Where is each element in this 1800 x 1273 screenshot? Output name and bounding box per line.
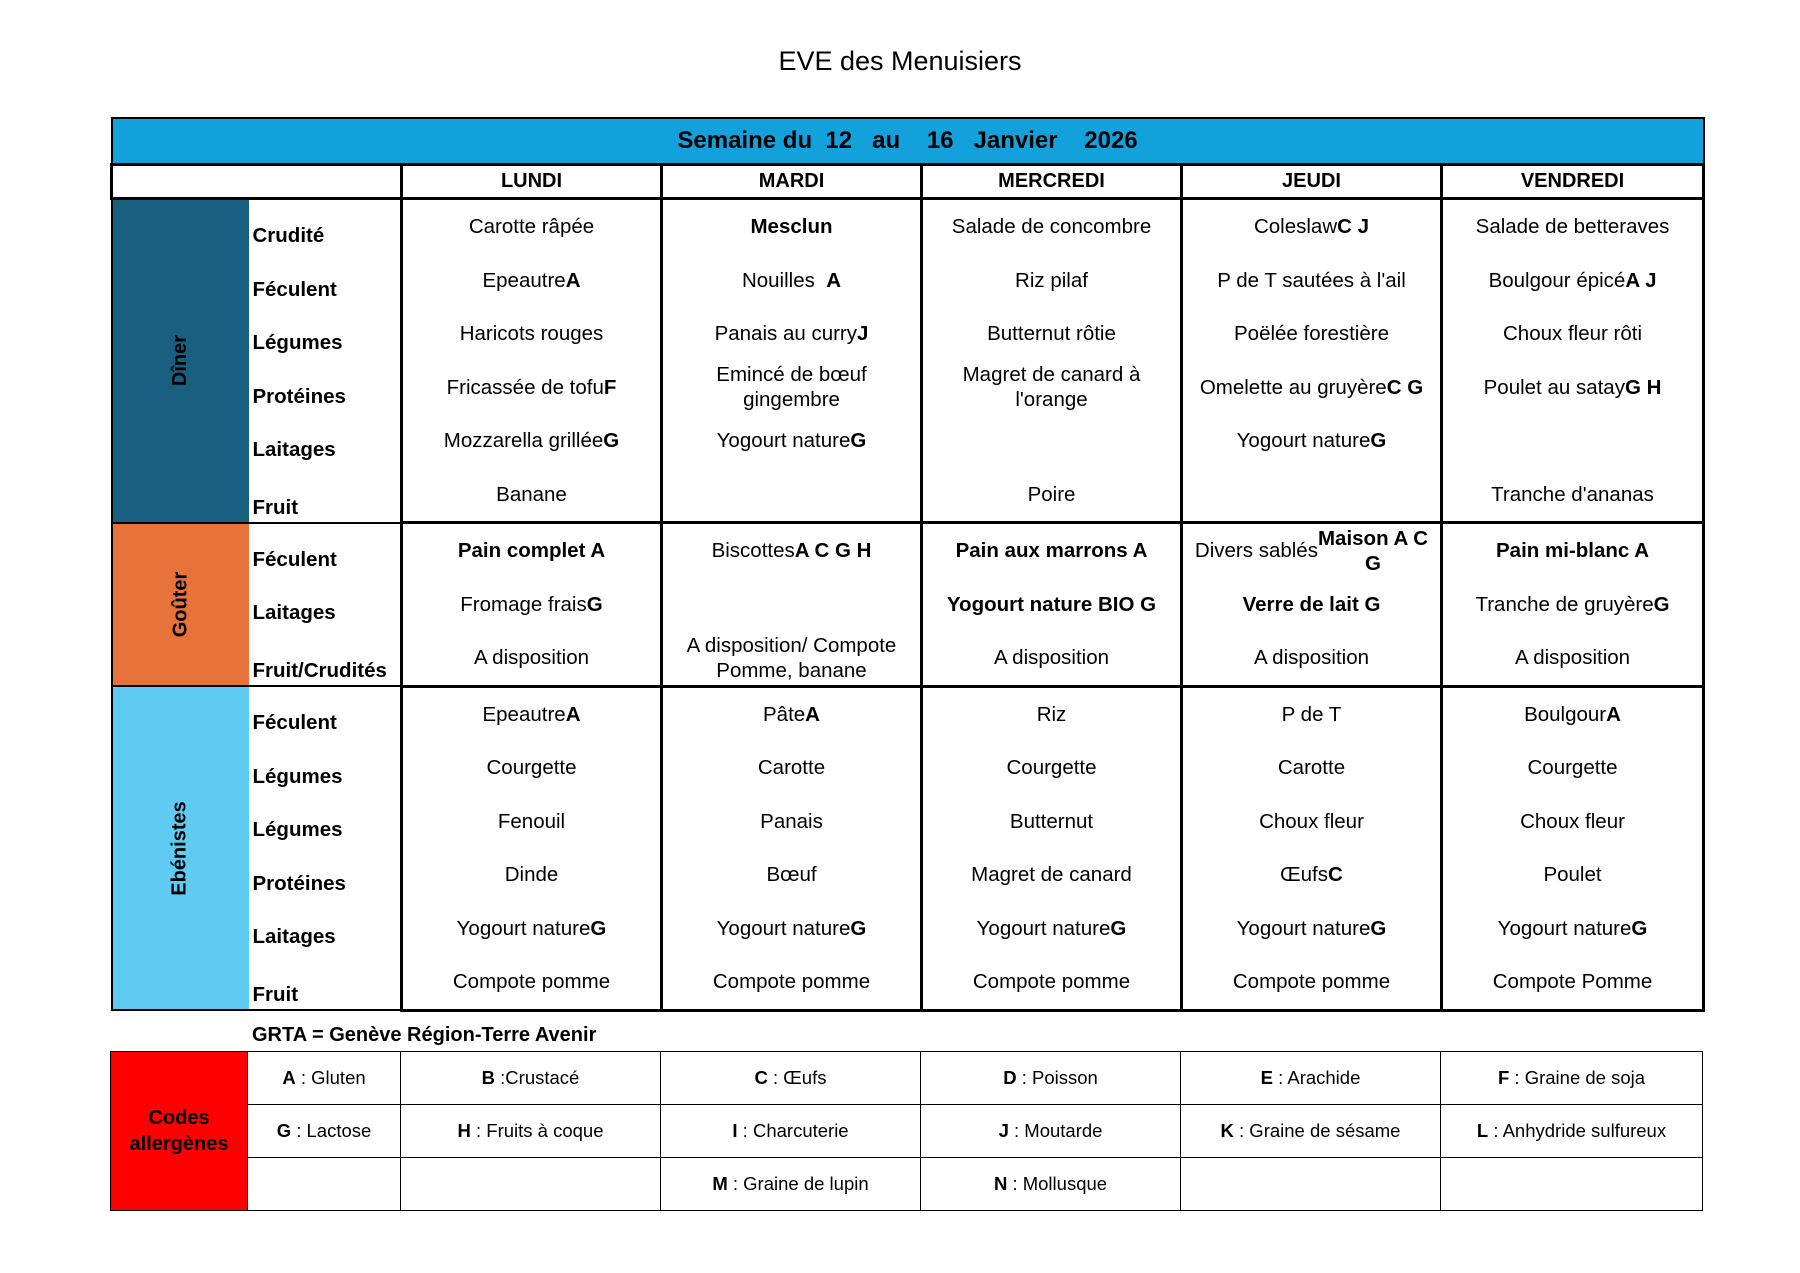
section-label — [112, 686, 249, 1010]
allergen-code: I : Charcuterie — [661, 1105, 921, 1158]
menu-item: Courgette — [1527, 756, 1618, 780]
allergen-table — [110, 1051, 1703, 1211]
allergen-row — [111, 1052, 1703, 1105]
menu-item: Yogourt nature G — [1497, 916, 1648, 940]
menu-item: Courgette — [1006, 756, 1097, 780]
category-label: Crudité — [252, 224, 325, 248]
category-label: Protéines — [252, 871, 346, 895]
allergen-code: D : Poisson — [921, 1052, 1181, 1105]
category-label: Féculent — [252, 547, 337, 571]
page-title: EVE des Menuisiers — [778, 46, 1022, 76]
menu-item: Pâte A — [763, 702, 820, 726]
day-header: VENDREDI — [1442, 165, 1704, 199]
menu-item: A disposition — [473, 646, 590, 670]
allergen-code — [1441, 1158, 1703, 1211]
menu-item: Œufs C — [1280, 863, 1343, 887]
menu-item: Choux fleur — [1520, 809, 1625, 833]
allergen-code: H : Fruits à coque — [401, 1105, 661, 1158]
section-label — [112, 199, 249, 523]
category-labels — [249, 523, 402, 687]
menu-item: Coleslaw C J — [1253, 215, 1370, 239]
category-label: Fruit/Crudités — [252, 658, 387, 682]
allergen-code: N : Mollusque — [921, 1158, 1181, 1211]
menu-item: Omelette au gruyère C G — [1199, 375, 1424, 399]
allergen-code — [401, 1158, 661, 1211]
allergen-code: E : Arachide — [1181, 1052, 1441, 1105]
category-label: Légumes — [252, 818, 343, 842]
allergen-row — [111, 1105, 1703, 1158]
menu-item: Banane — [496, 482, 567, 506]
menu-item: Pain aux marrons A — [955, 539, 1148, 563]
category-labels — [249, 686, 402, 1010]
day-menu-cell — [1442, 523, 1704, 687]
day-menu-cell — [402, 686, 662, 1010]
menu-item: Epeautre A — [482, 702, 581, 726]
day-header: MARDI — [662, 165, 922, 199]
menu-item: Compote pomme — [712, 970, 871, 994]
menu-item: Tranche de gruyère G — [1475, 592, 1670, 616]
menu-item: Choux fleur — [1259, 809, 1364, 833]
category-labels — [249, 199, 402, 523]
menu-item: Fromage frais G — [460, 592, 603, 616]
section-label — [112, 523, 249, 687]
day-menu-cell — [1442, 199, 1704, 523]
day-menu-cell — [662, 686, 922, 1010]
category-label: Laitages — [252, 601, 336, 625]
menu-table — [110, 117, 1705, 1012]
menu-item: Yogourt nature G — [976, 916, 1127, 940]
allergen-code — [1181, 1158, 1441, 1211]
day-menu-cell — [662, 199, 922, 523]
allergen-code: C : Œufs — [661, 1052, 921, 1105]
menu-item: Biscottes A C G H — [711, 539, 872, 563]
day-menu-cell — [922, 199, 1182, 523]
allergen-code: B :Crustacé — [401, 1052, 661, 1105]
allergen-code: L : Anhydride sulfureux — [1441, 1105, 1703, 1158]
menu-item: Compote pomme — [972, 970, 1131, 994]
menu-item: Salade de concombre — [951, 215, 1152, 239]
day-menu-cell — [1442, 686, 1704, 1010]
menu-item: Poulet au satay G H — [1483, 375, 1662, 399]
day-menu-cell — [402, 199, 662, 523]
day-menu-cell — [1182, 199, 1442, 523]
menu-item: Dinde — [504, 863, 559, 887]
allergen-code: M : Graine de lupin — [661, 1158, 921, 1211]
section-row — [112, 523, 1704, 687]
allergen-code: J : Moutarde — [921, 1105, 1181, 1158]
menu-item — [1183, 468, 1440, 522]
menu-item: Yogourt nature G — [716, 429, 867, 453]
menu-item: Compote Pomme — [1492, 970, 1653, 994]
category-label: Fruit — [252, 982, 299, 1006]
menu-item: Nouilles A — [741, 268, 842, 292]
allergen-row — [111, 1158, 1703, 1211]
menu-item: Compote pomme — [452, 970, 611, 994]
category-label: Légumes — [252, 331, 343, 355]
menu-item: Yogourt nature G — [716, 916, 867, 940]
day-menu-cell — [402, 523, 662, 687]
empty-header-cell — [112, 165, 402, 199]
allergen-code: K : Graine de sésame — [1181, 1105, 1441, 1158]
menu-item: Fenouil — [497, 809, 566, 833]
day-header: MERCREDI — [922, 165, 1182, 199]
day-menu-cell — [922, 523, 1182, 687]
menu-item: Choux fleur rôti — [1503, 322, 1643, 346]
category-label: Fruit — [252, 495, 299, 519]
menu-item: Yogourt nature G — [1236, 429, 1387, 453]
category-label: Laitages — [252, 438, 336, 462]
menu-item: Pain complet A — [457, 539, 606, 563]
menu-item — [1443, 414, 1702, 468]
menu-item: Panais au curry J — [714, 322, 869, 346]
menu-item: Butternut — [1009, 809, 1094, 833]
day-header: LUNDI — [402, 165, 662, 199]
grta-legend: GRTA = Genève Région-Terre Avenir — [252, 1024, 597, 1046]
category-label: Légumes — [252, 764, 343, 788]
menu-item: Poëlée forestière — [1234, 322, 1389, 346]
menu-item: Tranche d'ananas — [1491, 482, 1654, 506]
menu-item: Carotte — [757, 756, 826, 780]
menu-item: Epeautre A — [482, 268, 581, 292]
menu-item: Magret de canard — [971, 863, 1132, 887]
menu-item: Compote pomme — [1232, 970, 1391, 994]
day-menu-cell — [922, 686, 1182, 1010]
menu-item: Bœuf — [766, 863, 817, 887]
day-menu-cell — [1182, 523, 1442, 687]
day-menu-cell — [1182, 686, 1442, 1010]
day-header: JEUDI — [1182, 165, 1442, 199]
day-menu-cell — [662, 523, 922, 687]
menu-item: Pain mi-blanc A — [1496, 539, 1650, 563]
menu-item — [663, 578, 920, 632]
days-header-row — [112, 165, 1704, 199]
category-label: Féculent — [252, 277, 337, 301]
section-name: Dîner — [169, 335, 191, 387]
menu-item: Mesclun — [750, 215, 833, 239]
menu-item — [923, 414, 1180, 468]
allergen-code: F : Graine de soja — [1441, 1052, 1703, 1105]
allergen-code: G : Lactose — [248, 1105, 401, 1158]
section-name: Ebénistes — [168, 800, 191, 896]
menu-item: Emincé de bœuf gingembre — [716, 363, 867, 412]
menu-item: Boulgour épicé A J — [1488, 268, 1657, 292]
menu-item: Carotte — [1277, 756, 1346, 780]
section-row — [112, 199, 1704, 523]
week-banner: Semaine du 12 au 16 Janvier 2026 — [112, 118, 1704, 165]
menu-item: Divers sablés Maison A C G — [1194, 526, 1429, 575]
category-label: Laitages — [252, 925, 336, 949]
menu-item: P de T sautées à l'ail — [1217, 268, 1406, 292]
menu-item: A disposition — [1253, 646, 1370, 670]
menu-item: P de T — [1281, 702, 1342, 726]
menu-item: Butternut rôtie — [987, 322, 1116, 346]
allergen-code — [248, 1158, 401, 1211]
menu-item: A disposition — [993, 646, 1110, 670]
menu-item: Riz pilaf — [1015, 268, 1088, 292]
menu-item: A disposition — [1514, 646, 1631, 670]
menu-item: Yogourt nature BIO G — [946, 592, 1157, 616]
section-row — [112, 686, 1704, 1010]
category-label: Féculent — [252, 711, 337, 735]
menu-item: Fricassée de tofu F — [446, 375, 617, 399]
menu-item: A disposition/ Compote Pomme, banane — [686, 633, 897, 682]
menu-item: Poire — [1027, 482, 1076, 506]
menu-item: Courgette — [486, 756, 577, 780]
menu-item: Yogourt nature G — [1236, 916, 1387, 940]
allergen-code: A : Gluten — [248, 1052, 401, 1105]
menu-item: Panais — [760, 809, 823, 833]
menu-item — [663, 468, 920, 522]
menu-item: Salade de betteraves — [1475, 215, 1670, 239]
menu-item: Boulgour A — [1524, 702, 1621, 726]
menu-item: Mozzarella grillée G — [443, 429, 620, 453]
menu-item: Verre de lait G — [1242, 592, 1381, 616]
section-name: Goûter — [169, 571, 191, 638]
menu-item: Riz — [1036, 702, 1067, 726]
menu-item: Carotte râpée — [468, 215, 595, 239]
menu-item: Yogourt nature G — [456, 916, 607, 940]
menu-item: Magret de canard à l'orange — [962, 363, 1141, 412]
menu-item: Poulet — [1543, 863, 1602, 887]
menu-item: Haricots rouges — [459, 322, 604, 346]
allergen-codes-header: Codes allergènes — [111, 1052, 248, 1211]
category-label: Protéines — [252, 384, 346, 408]
